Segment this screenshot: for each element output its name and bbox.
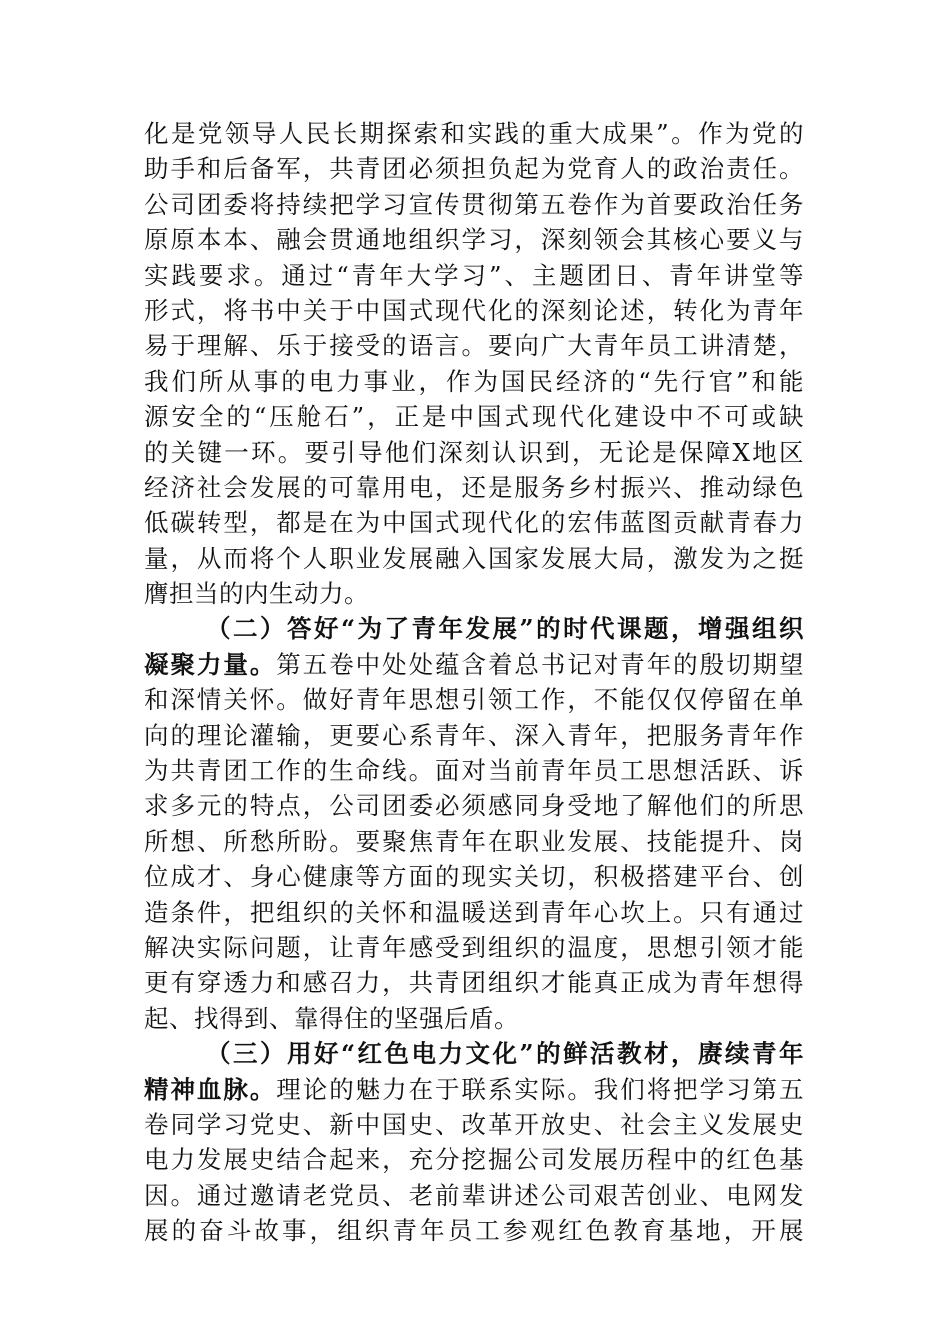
text-span: 理论的魅力在于联系实际。我们将把学习第五: [276, 1074, 805, 1104]
text-line: 易于理解、乐于接受的语言。要向广大青年员工讲清楚，: [144, 331, 804, 361]
document-body: [144, 116, 804, 1249]
section-heading-end: 精神血脉。: [144, 1074, 277, 1104]
paragraph-2: [144, 611, 804, 1036]
text-line: 卷同学习党史、新中国史、改革开放史、社会主义发展史: [144, 1109, 804, 1139]
text-line: 公司团委将持续把学习宣传贯彻第五卷作为首要政治任务: [144, 189, 804, 219]
text-line: 经济社会发展的可靠用电，还是服务乡村振兴、推动绿色: [144, 472, 804, 502]
text-line: 和深情关怀。做好青年思想引领工作，不能仅仅停留在单: [144, 685, 804, 715]
text-line: 源安全的“压舱石”，正是中国式现代化建设中不可或缺: [144, 402, 804, 432]
text-line: 展的奋斗故事，组织青年员工参观红色教育基地，开展: [144, 1216, 804, 1246]
text-line: 低碳转型，都是在为中国式现代化的宏伟蓝图贡献青春力: [144, 508, 804, 538]
text-line: 所想、所愁所盼。要聚焦青年在职业发展、技能提升、岗: [144, 826, 804, 856]
section-heading: （三）用好“红色电力文化”的鲜活教材，赓续青年: [206, 1039, 804, 1069]
text-line: 助手和后备军，共青团必须担负起为党育人的政治责任。: [144, 154, 804, 184]
text-line: 向的理论灌输，更要心系青年、深入青年，把服务青年作: [144, 720, 804, 750]
text-line: [144, 1072, 804, 1107]
text-line: 为共青团工作的生命线。面对当前青年员工思想活跃、诉: [144, 756, 804, 786]
text-line: 求多元的特点，公司团委必须感同身受地了解他们的所思: [144, 791, 804, 821]
text-line: 起、找得到、靠得住的坚强后盾。: [144, 1003, 519, 1033]
text-line: 因。通过邀请老党员、老前辈讲述公司艰苦创业、电网发: [144, 1180, 804, 1210]
paragraph-1: [144, 116, 804, 611]
text-line: 形式，将书中关于中国式现代化的深刻论述，转化为青年: [144, 295, 804, 325]
text-line: 化是党领导人民长期探索和实践的重大成果”。作为党的: [144, 119, 804, 148]
paragraph-3: [144, 1036, 804, 1248]
text-line: 实践要求。通过“青年大学习”、主题团日、青年讲堂等: [144, 260, 804, 290]
text-line: 量，从而将个人职业发展融入国家发展大局，激发为之挺: [144, 543, 804, 573]
text-line: 膺担当的内生动力。: [144, 579, 369, 609]
text-line: [144, 647, 804, 682]
text-line: 造条件，把组织的关怀和温暖送到青年心坎上。只有通过: [144, 897, 804, 927]
text-line: 位成才、身心健康等方面的现实关切，积极搭建平台、创: [144, 862, 804, 892]
section-heading-end: 凝聚力量。: [144, 649, 277, 679]
section-heading: （二）答好“为了青年发展”的时代课题，增强组织: [206, 614, 804, 644]
text-line: 解决实际问题，让青年感受到组织的温度，思想引领才能: [144, 932, 804, 962]
text-line: 我们所从事的电力事业，作为国民经济的“先行官”和能: [144, 366, 804, 396]
text-line: 电力发展史结合起来，充分挖掘公司发展历程中的红色基: [144, 1145, 804, 1175]
text-line: 原原本本、融会贯通地组织学习，深刻领会其核心要义与: [144, 225, 804, 255]
text-line: 的关键一环。要引导他们深刻认识到，无论是保障X地区: [144, 437, 804, 467]
text-span: 第五卷中处处蕴含着总书记对青年的殷切期望: [276, 649, 805, 679]
text-line: 更有穿透力和感召力，共青团组织才能真正成为青年想得: [144, 968, 804, 998]
